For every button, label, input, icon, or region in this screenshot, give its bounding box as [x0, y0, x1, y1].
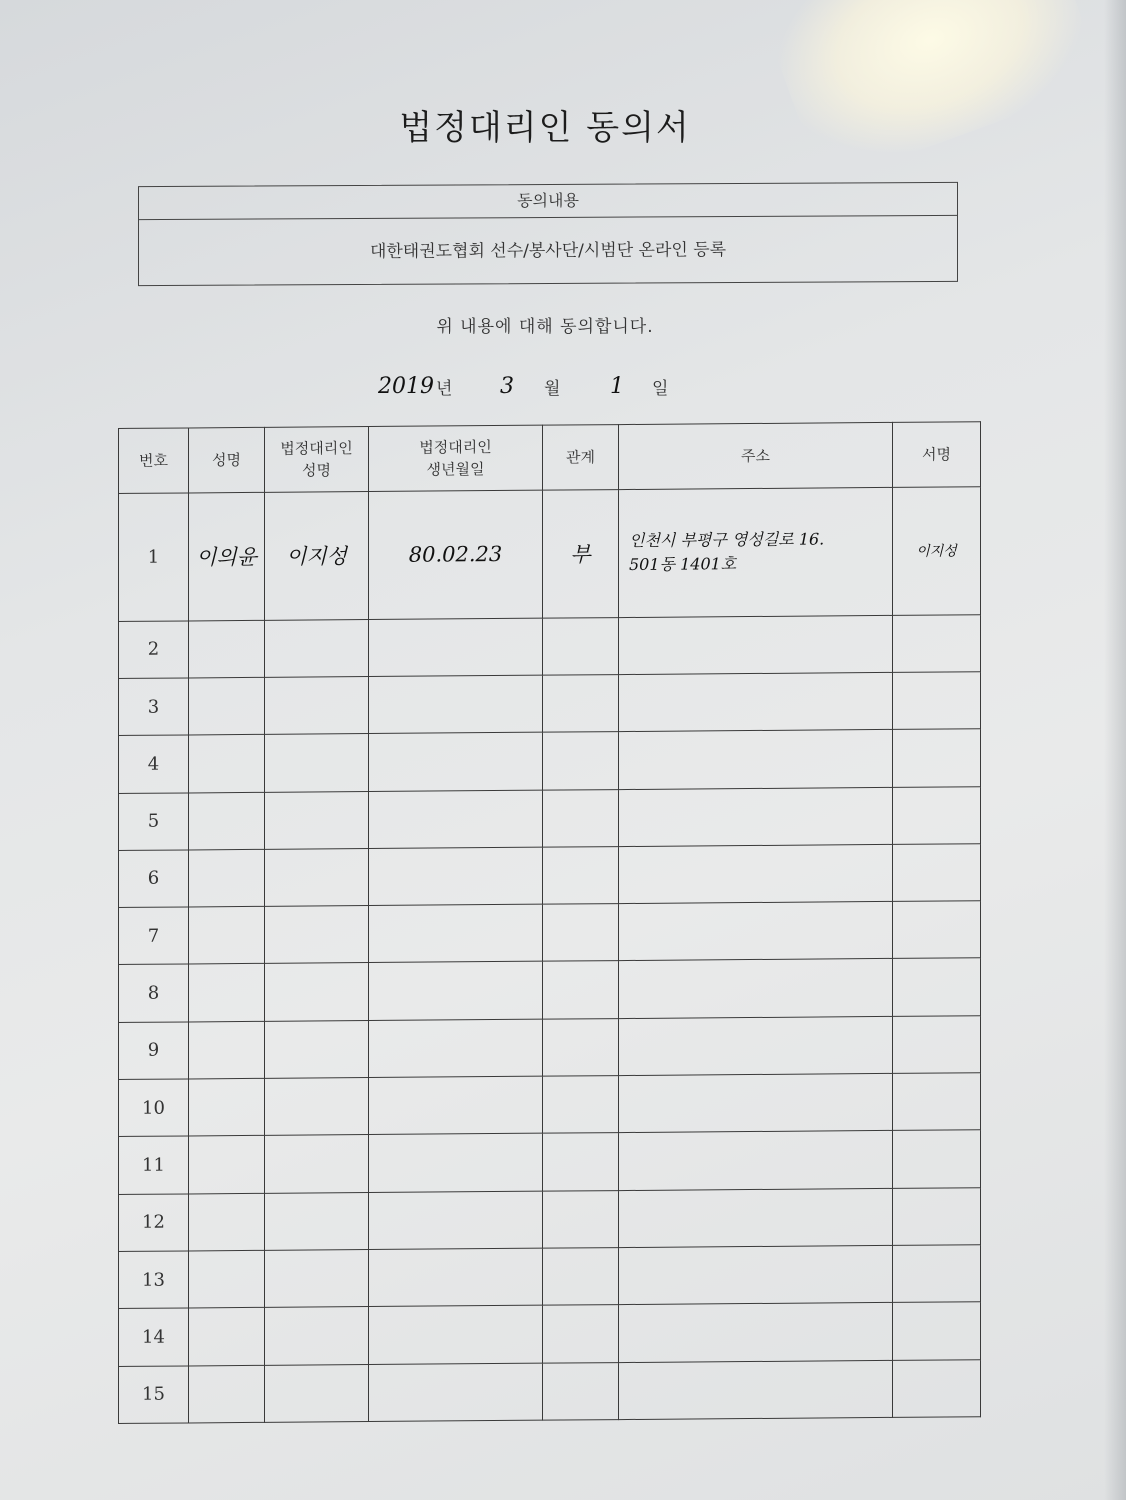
date-month: 3	[500, 374, 514, 399]
cell-guardian-birth	[369, 962, 543, 1021]
guardian-consent-table	[118, 421, 981, 1424]
cell-signature	[893, 958, 981, 1016]
cell-guardian-name	[265, 619, 369, 677]
cell-no: 4	[119, 735, 189, 793]
cell-guardian-name	[265, 906, 369, 964]
cell-guardian-birth	[369, 904, 543, 963]
table-row	[119, 1302, 981, 1366]
cell-name	[189, 906, 265, 964]
date-day: 1	[610, 374, 624, 399]
header-guardian-name: 법정대리인 성명	[265, 427, 369, 493]
cell-no: 9	[119, 1022, 189, 1080]
table-row	[119, 1130, 981, 1194]
header-guardian-birth: 법정대리인 생년월일	[369, 425, 543, 491]
cell-name	[189, 964, 265, 1022]
consent-content-box	[138, 182, 958, 286]
cell-no: 5	[119, 792, 189, 850]
agreement-statement: 위 내용에 대해 동의합니다.	[436, 317, 654, 337]
cell-guardian-name	[265, 1192, 369, 1250]
date-year: 2019	[378, 374, 434, 399]
cell-no: 12	[119, 1194, 189, 1252]
document-title: 법정대리인 동의서	[399, 108, 691, 148]
table-row	[119, 1073, 981, 1137]
paper-edge-shadow	[1104, 0, 1126, 1500]
cell-signature	[893, 1187, 981, 1245]
cell-name	[189, 1021, 265, 1079]
cell-address	[619, 1131, 893, 1190]
cell-relation	[543, 846, 619, 904]
cell-address	[619, 1073, 893, 1132]
cell-guardian-name	[265, 1135, 369, 1193]
cell-signature: 이지성	[893, 487, 981, 615]
cell-no: 10	[119, 1079, 189, 1137]
cell-guardian-birth	[369, 675, 543, 734]
cell-address	[619, 730, 893, 789]
cell-name	[189, 792, 265, 850]
cell-no: 11	[119, 1136, 189, 1194]
cell-guardian-name	[265, 1307, 369, 1365]
cell-address	[619, 1016, 893, 1075]
header-name: 성명	[189, 427, 265, 493]
cell-name	[189, 1136, 265, 1194]
cell-guardian-birth	[369, 1248, 543, 1307]
cell-guardian-birth	[369, 1305, 543, 1364]
cell-guardian-name	[265, 676, 369, 734]
table-row	[119, 672, 981, 736]
cell-guardian-birth	[369, 1133, 543, 1192]
header-relation: 관계	[543, 425, 619, 491]
cell-address	[619, 1303, 893, 1362]
cell-guardian-name	[265, 791, 369, 849]
cell-name	[189, 1193, 265, 1251]
cell-signature	[893, 1359, 981, 1417]
table-header-row	[119, 422, 981, 494]
cell-signature	[893, 1130, 981, 1188]
cell-guardian-birth	[369, 1191, 543, 1250]
cell-guardian-birth	[369, 1363, 543, 1422]
cell-no: 3	[119, 678, 189, 736]
cell-relation	[543, 1247, 619, 1305]
cell-name	[189, 677, 265, 735]
cell-name	[189, 620, 265, 678]
cell-no: 1	[119, 493, 189, 621]
cell-guardian-name	[265, 1020, 369, 1078]
cell-no: 8	[119, 964, 189, 1022]
date-month-label: 월	[544, 379, 561, 399]
date-year-label: 년	[436, 379, 453, 399]
cell-guardian-birth	[369, 1076, 543, 1135]
cell-relation	[543, 732, 619, 790]
consent-content-header: 동의내용	[139, 183, 957, 220]
cell-address	[619, 615, 893, 674]
cell-signature	[893, 729, 981, 787]
cell-name	[189, 1250, 265, 1308]
cell-address: 인천시 부평구 영성길로 16. 501동 1401호	[619, 487, 893, 617]
cell-address	[619, 1188, 893, 1247]
cell-guardian-name	[265, 1249, 369, 1307]
cell-signature	[893, 1073, 981, 1131]
cell-relation	[543, 1305, 619, 1363]
table-row	[119, 1245, 981, 1309]
cell-relation	[543, 1190, 619, 1248]
table-row	[119, 844, 981, 908]
cell-name	[189, 1365, 265, 1423]
cell-relation	[543, 789, 619, 847]
cell-no: 15	[119, 1365, 189, 1423]
cell-relation	[543, 1018, 619, 1076]
cell-guardian-name	[265, 848, 369, 906]
cell-signature	[893, 614, 981, 672]
header-no: 번호	[119, 428, 189, 494]
cell-guardian-birth	[369, 732, 543, 791]
cell-guardian-name	[265, 1078, 369, 1136]
cell-guardian-birth	[369, 1019, 543, 1078]
table-body	[119, 487, 981, 1424]
cell-guardian-name: 이지성	[265, 492, 369, 620]
cell-no: 2	[119, 621, 189, 679]
cell-no: 14	[119, 1308, 189, 1366]
cell-signature	[893, 844, 981, 902]
consent-content-text: 대한태권도협회 선수/봉사단/시범단 온라인 등록	[369, 240, 727, 262]
table-row	[119, 1359, 981, 1423]
table-row	[119, 487, 981, 621]
cell-relation	[543, 1362, 619, 1420]
cell-signature	[893, 901, 981, 959]
cell-guardian-birth: 80.02.23	[369, 490, 543, 619]
header-signature: 서명	[893, 422, 981, 488]
cell-relation	[543, 904, 619, 962]
cell-signature	[893, 1302, 981, 1360]
cell-guardian-birth	[369, 847, 543, 906]
cell-guardian-name	[265, 963, 369, 1021]
cell-guardian-name	[265, 734, 369, 792]
table-row	[119, 1015, 981, 1079]
cell-name	[189, 1078, 265, 1136]
cell-no: 13	[119, 1251, 189, 1309]
cell-relation	[543, 1133, 619, 1191]
table-row	[119, 614, 981, 678]
table-row	[119, 729, 981, 793]
table-row	[119, 786, 981, 850]
cell-name	[189, 1308, 265, 1366]
cell-guardian-birth	[369, 618, 543, 677]
cell-signature	[893, 1015, 981, 1073]
cell-name: 이의윤	[189, 492, 265, 620]
cell-signature	[893, 786, 981, 844]
cell-name	[189, 849, 265, 907]
cell-address	[619, 902, 893, 961]
cell-address	[619, 1360, 893, 1420]
table-row	[119, 958, 981, 1022]
table-row	[119, 901, 981, 965]
cell-guardian-name	[265, 1364, 369, 1422]
cell-address	[619, 1245, 893, 1304]
cell-no: 7	[119, 907, 189, 965]
table-row	[119, 1187, 981, 1251]
cell-relation: 부	[543, 490, 619, 618]
cell-no: 6	[119, 850, 189, 908]
cell-signature	[893, 672, 981, 730]
signing-date	[370, 368, 700, 408]
cell-relation	[543, 675, 619, 733]
cell-address	[619, 787, 893, 846]
cell-relation	[543, 961, 619, 1019]
cell-relation	[543, 617, 619, 675]
date-day-label: 일	[652, 379, 669, 399]
header-address: 주소	[619, 422, 893, 489]
cell-address	[619, 844, 893, 903]
cell-relation	[543, 1076, 619, 1134]
cell-name	[189, 735, 265, 793]
light-glare	[755, 0, 1105, 185]
cell-address	[619, 672, 893, 731]
cell-guardian-birth	[369, 790, 543, 849]
cell-address	[619, 959, 893, 1018]
cell-signature	[893, 1245, 981, 1303]
